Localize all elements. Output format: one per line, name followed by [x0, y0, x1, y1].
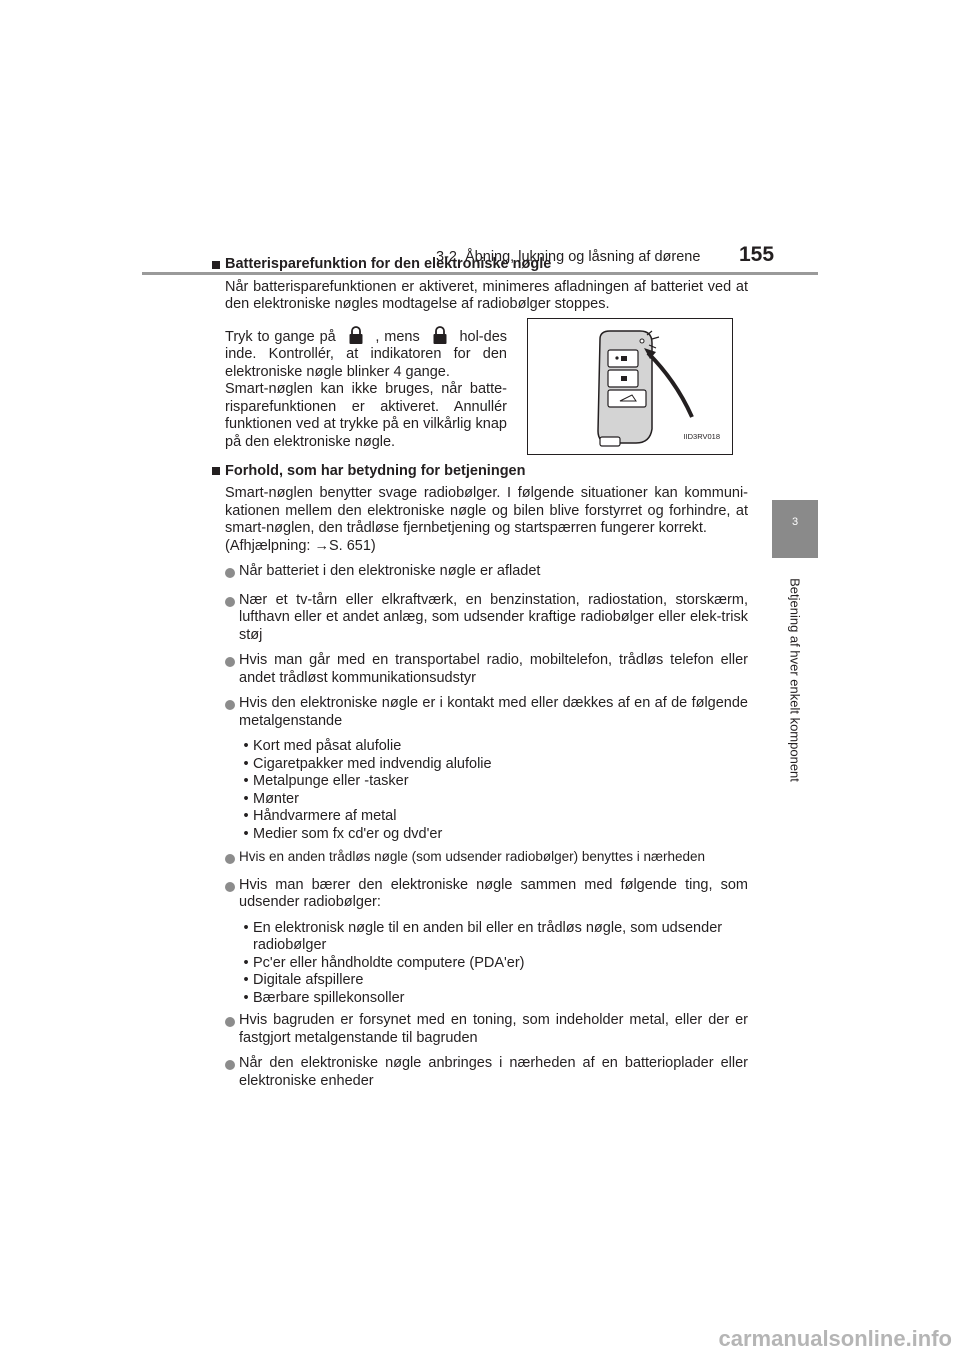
lock-icon — [429, 326, 451, 344]
battery-saving-instructions — [212, 318, 748, 455]
chapter-number: 3 — [791, 516, 799, 528]
battery-saving-heading: Batterisparefunktion for den elektroniske nøgle — [212, 256, 748, 274]
circle-bullet-icon — [225, 597, 235, 607]
square-bullet-icon — [212, 467, 220, 475]
list-item: Hvis man går med en transportabel radio, mobiltelefon, trådløs telefon eller andet trådløst kommunikationsudstyr — [225, 652, 748, 687]
instruction-text-2: , mens — [375, 328, 420, 345]
sub-list-item: • Digitale afspillere — [243, 972, 364, 988]
circle-bullet-icon — [225, 882, 235, 892]
list-item: Hvis bagruden er forsynet med en toning, som indeholder metal, eller der er fastgjort metalgenstande til bagruden — [225, 1012, 748, 1047]
conditions-reference: (Afhjælpning: →S. 651) — [225, 537, 376, 554]
radio-devices-list — [239, 920, 748, 1008]
lock-icon — [345, 326, 367, 344]
circle-bullet-icon — [225, 1060, 235, 1070]
square-bullet-icon — [212, 261, 220, 269]
list-item: Hvis en anden trådløs nøgle (som udsender radiobølger) benyttes i nærheden — [225, 848, 748, 869]
chapter-title: Betjening af hver enkelt komponent — [787, 578, 803, 782]
smart-key-figure — [527, 318, 733, 455]
circle-bullet-icon — [225, 700, 235, 710]
instruction-text-1: Tryk to gange på — [225, 328, 336, 345]
list-item: Hvis man bærer den elektroniske nøgle sammen med følgende ting, som udsender radiobølger: — [225, 877, 748, 912]
page-content — [212, 256, 748, 1090]
sub-list-item: • Håndvarmere af metal — [243, 808, 397, 824]
battery-saving-note: Smart-nøglen kan ikke bruges, når batte-risparefunktionen er aktiveret. Annullér funktionen ved at trykke på en vilkårlig knap på den elektroniske nøgle. — [225, 381, 507, 450]
sub-list-item: • Medier som fx cd'er og dvd'er — [243, 825, 443, 842]
list-item: Når den elektroniske nøgle anbringes i nærheden af en batterioplader eller elektroniske enheder — [225, 1055, 748, 1090]
list-item: Hvis den elektroniske nøgle er i kontakt med eller dækkes af en af de følgende metalgenstande — [225, 695, 748, 730]
figure-caption: IID3RV018 — [683, 432, 720, 441]
battery-saving-intro: Når batterisparefunktionen er aktiveret, minimeres afladningen af batteriet ved at den elektroniske nøgles modtagelse af radiobølger stoppes. — [225, 278, 748, 312]
conditions-heading: Forhold, som har betydning for betjeningen — [212, 463, 748, 481]
list-item: Nær et tv-tårn eller elkraftværk, en benzinstation, radiostation, storskærm, lufthavn eller et andet anlæg, som udsender kraftige radiobølger eller elek-trisk støj — [225, 592, 748, 645]
page-number: 155 — [739, 243, 775, 266]
circle-bullet-icon — [225, 1017, 235, 1027]
watermark: carmanualsonline.info — [718, 1326, 952, 1351]
sub-list-item: • Bærbare spillekonsoller — [243, 989, 405, 1006]
sub-list-item: • Kort med påsat alufolie — [243, 738, 402, 754]
running-header: 3-2. Åbning, lukning og låsning af dørene — [436, 249, 701, 265]
sub-list-item: • En elektronisk nøgle til en anden bil eller en trådløs nøgle, som udsender radiobølger — [243, 919, 723, 953]
sub-list-item: • Mønter — [243, 790, 299, 807]
chapter-tab — [772, 500, 818, 558]
instruction-text-3: hol-des inde. Kontrollér, at indikatoren for den elektroniske nøgle blinker 4 gange. — [225, 328, 508, 380]
list-item: Når batteriet i den elektroniske nøgle er afladet — [225, 563, 748, 584]
sub-list-item: • Cigaretpakker med indvendig alufolie — [243, 755, 492, 772]
circle-bullet-icon — [225, 854, 235, 864]
metal-objects-list — [239, 738, 748, 843]
conditions-intro: Smart-nøglen benytter svage radiobølger. I følgende situationer kan kommuni-kationen mellem den elektroniske nøgle og bilen blive forstyrret og forhindre, at smart-nøglen, den trådløse fjernbetjening og startspærren fungerer korrekt. — [225, 485, 748, 536]
sub-list-item: • Metalpunge eller -tasker — [243, 773, 409, 789]
circle-bullet-icon — [225, 657, 235, 667]
circle-bullet-icon — [225, 568, 235, 578]
sub-list-item: • Pc'er eller håndholdte computere (PDA'er) — [243, 954, 525, 971]
